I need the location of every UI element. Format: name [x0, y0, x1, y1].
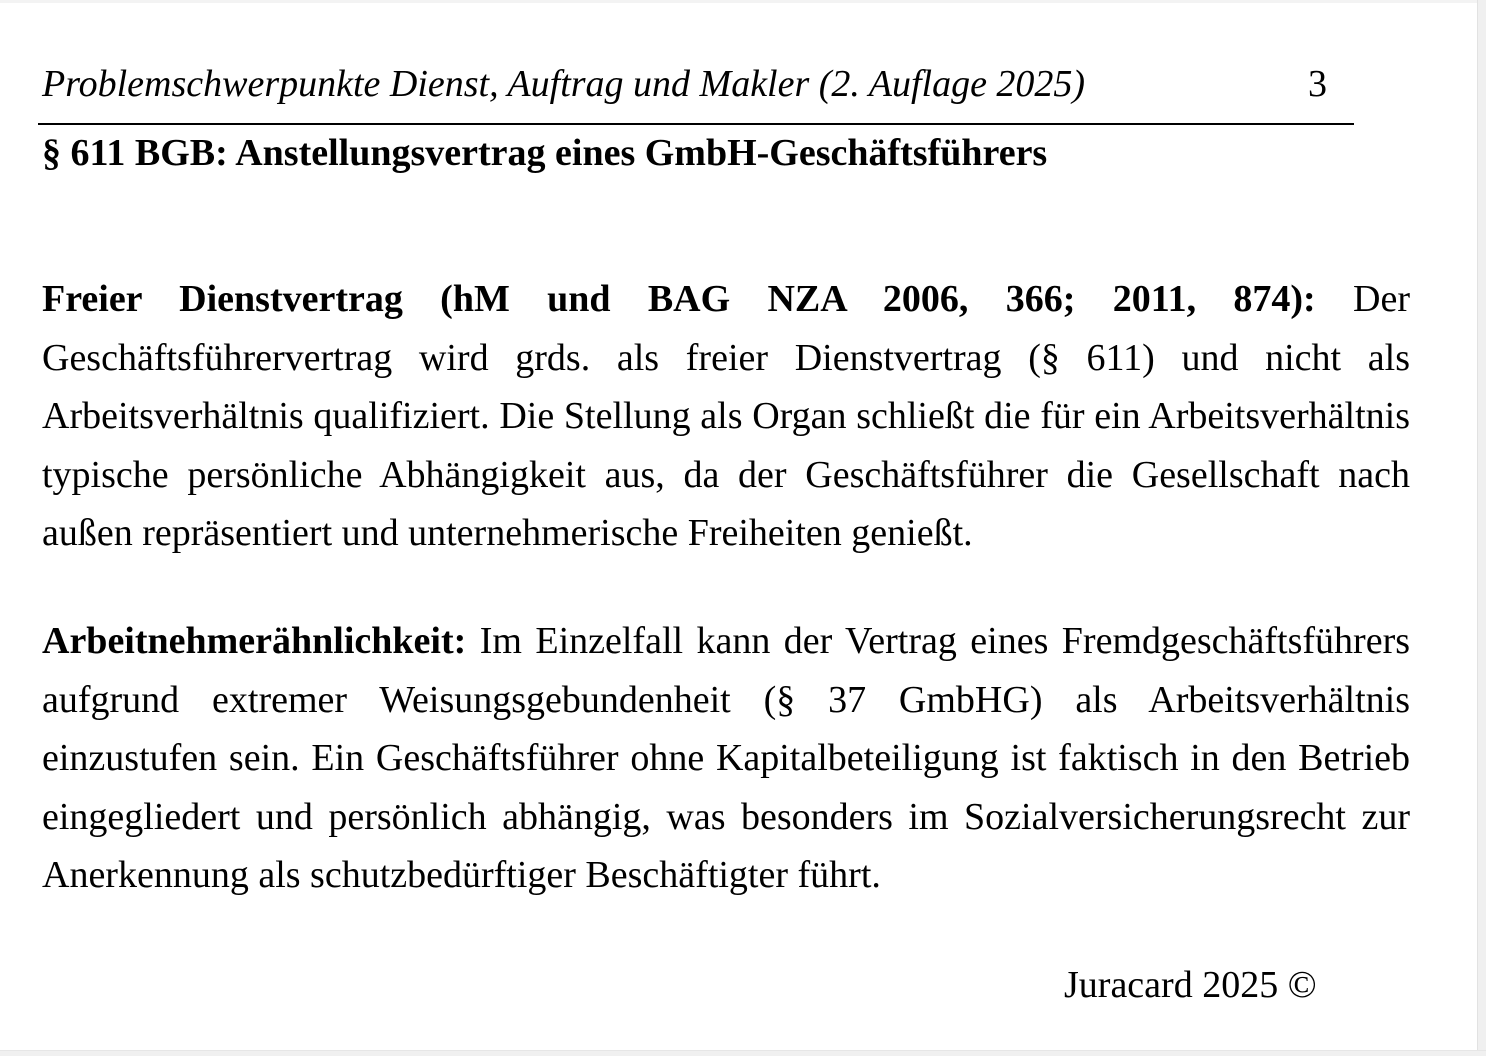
page-top-edge [0, 0, 1486, 3]
copyright-footer: Juracard 2025 © [1064, 964, 1317, 1006]
paragraph-arbeitnehmeraehnlichkeit [42, 612, 1410, 905]
paragraph-body: Im Einzelfall kann der Vertrag eines Fremdgeschäftsführers aufgrund extremer Weisungsgebundenheit (§ 37 GmbHG) als Arbeitsverhältnis einzustufen sein. Ein Geschäftsführer ohne Kapitalbeteiligung ist faktisch in den Betrieb eingegliedert und persönlich abhängig, was besonders im Sozialversicherungsrecht zur Anerkennung als schutzbedürftiger Beschäftigter führt. [42, 620, 1411, 896]
paragraph-freier-dienstvertrag [42, 270, 1410, 563]
page-right-edge [1477, 0, 1486, 1056]
paragraph-heading: Arbeitnehmerähnlichkeit: [42, 620, 467, 662]
header-divider [38, 123, 1354, 125]
section-title: § 611 BGB: Anstellungsvertrag eines GmbH-Geschäftsführers [42, 132, 1048, 174]
paragraph-body: Der Geschäftsführervertrag wird grds. als freier Dienstvertrag (§ 611) und nicht als Arbeitsverhältnis qualifiziert. Die Stellung als Organ schließt die für ein Arbeitsverhältnis typische persönliche Abhängigkeit aus, da der Geschäftsführer die Gesellschaft nach außen repräsentiert und unternehmerische Freiheiten genießt. [42, 278, 1410, 554]
page-number: 3 [1308, 63, 1327, 105]
paragraph-heading: Freier Dienstvertrag (hM und BAG NZA 2006, 366; 2011, 874): [42, 278, 1316, 320]
running-header [40, 60, 1354, 110]
page-bottom-edge [0, 1050, 1486, 1056]
running-header-title: Problemschwerpunkte Dienst, Auftrag und Makler (2. Auflage 2025) [42, 63, 1086, 105]
